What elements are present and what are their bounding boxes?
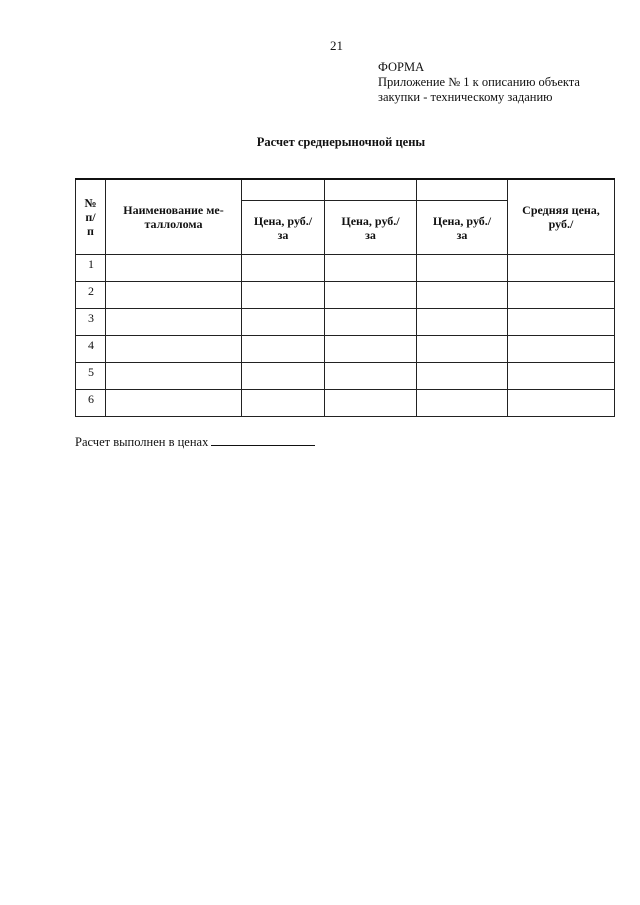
cell-name[interactable] — [106, 255, 242, 282]
appendix-line-1: Приложение № 1 к описанию объекта — [378, 75, 580, 89]
table-row — [76, 363, 615, 390]
cell-price2[interactable] — [325, 282, 417, 309]
cell-price1[interactable] — [242, 309, 325, 336]
header-avg: Средняя цена, руб./ — [508, 179, 615, 255]
row-number: 5 — [76, 363, 106, 390]
cell-avg[interactable] — [508, 390, 615, 417]
header-price2-label: Цена, руб./ за — [341, 213, 400, 242]
cell-price3[interactable] — [417, 390, 508, 417]
row-number: 6 — [76, 390, 106, 417]
header-price1-label: Цена, руб./ за — [253, 213, 313, 242]
price-date-blank[interactable] — [211, 434, 315, 446]
cell-name[interactable] — [106, 282, 242, 309]
form-header — [378, 60, 580, 105]
table-row — [76, 390, 615, 417]
cell-price3[interactable] — [417, 363, 508, 390]
cell-price2[interactable] — [325, 363, 417, 390]
cell-price2[interactable] — [325, 255, 417, 282]
cell-price1[interactable] — [242, 363, 325, 390]
form-label: ФОРМА — [378, 60, 425, 74]
cell-price3[interactable] — [417, 309, 508, 336]
cell-avg[interactable] — [508, 282, 615, 309]
header-price2 — [325, 201, 417, 255]
table-row — [76, 309, 615, 336]
header-price3-blank — [417, 179, 508, 201]
row-number: 2 — [76, 282, 106, 309]
cell-price1[interactable] — [242, 336, 325, 363]
row-number: 1 — [76, 255, 106, 282]
cell-price1[interactable] — [242, 255, 325, 282]
header-row-top — [76, 179, 615, 201]
cell-price2[interactable] — [325, 336, 417, 363]
header-price3 — [417, 201, 508, 255]
header-num-label: № п/п — [84, 196, 97, 238]
row-number: 3 — [76, 309, 106, 336]
cell-avg[interactable] — [508, 255, 615, 282]
cell-name[interactable] — [106, 336, 242, 363]
footer-label: Расчет выполнен в ценах — [75, 435, 209, 449]
appendix-line-2: закупки - техническому заданию — [378, 90, 553, 104]
cell-price2[interactable] — [325, 390, 417, 417]
table-row — [76, 282, 615, 309]
cell-avg[interactable] — [508, 363, 615, 390]
cell-price3[interactable] — [417, 255, 508, 282]
cell-price1[interactable] — [242, 282, 325, 309]
cell-name[interactable] — [106, 309, 242, 336]
cell-price2[interactable] — [325, 309, 417, 336]
cell-price1[interactable] — [242, 390, 325, 417]
row-number: 4 — [76, 336, 106, 363]
table-row — [76, 336, 615, 363]
document-title: Расчет среднерыночной цены — [256, 135, 426, 149]
cell-avg[interactable] — [508, 336, 615, 363]
cell-name[interactable] — [106, 363, 242, 390]
header-price1-blank — [242, 179, 325, 201]
cell-name[interactable] — [106, 390, 242, 417]
cell-price3[interactable] — [417, 282, 508, 309]
header-name: Наименование ме-таллолома — [106, 179, 242, 255]
header-price1 — [242, 201, 325, 255]
cell-price3[interactable] — [417, 336, 508, 363]
price-calculation-table — [75, 178, 615, 417]
page-number: 21 — [330, 38, 343, 53]
header-price2-blank — [325, 179, 417, 201]
footer-line — [75, 434, 315, 450]
header-num — [76, 179, 106, 255]
table-row — [76, 255, 615, 282]
header-price3-label: Цена, руб./ за — [432, 213, 492, 242]
cell-avg[interactable] — [508, 309, 615, 336]
